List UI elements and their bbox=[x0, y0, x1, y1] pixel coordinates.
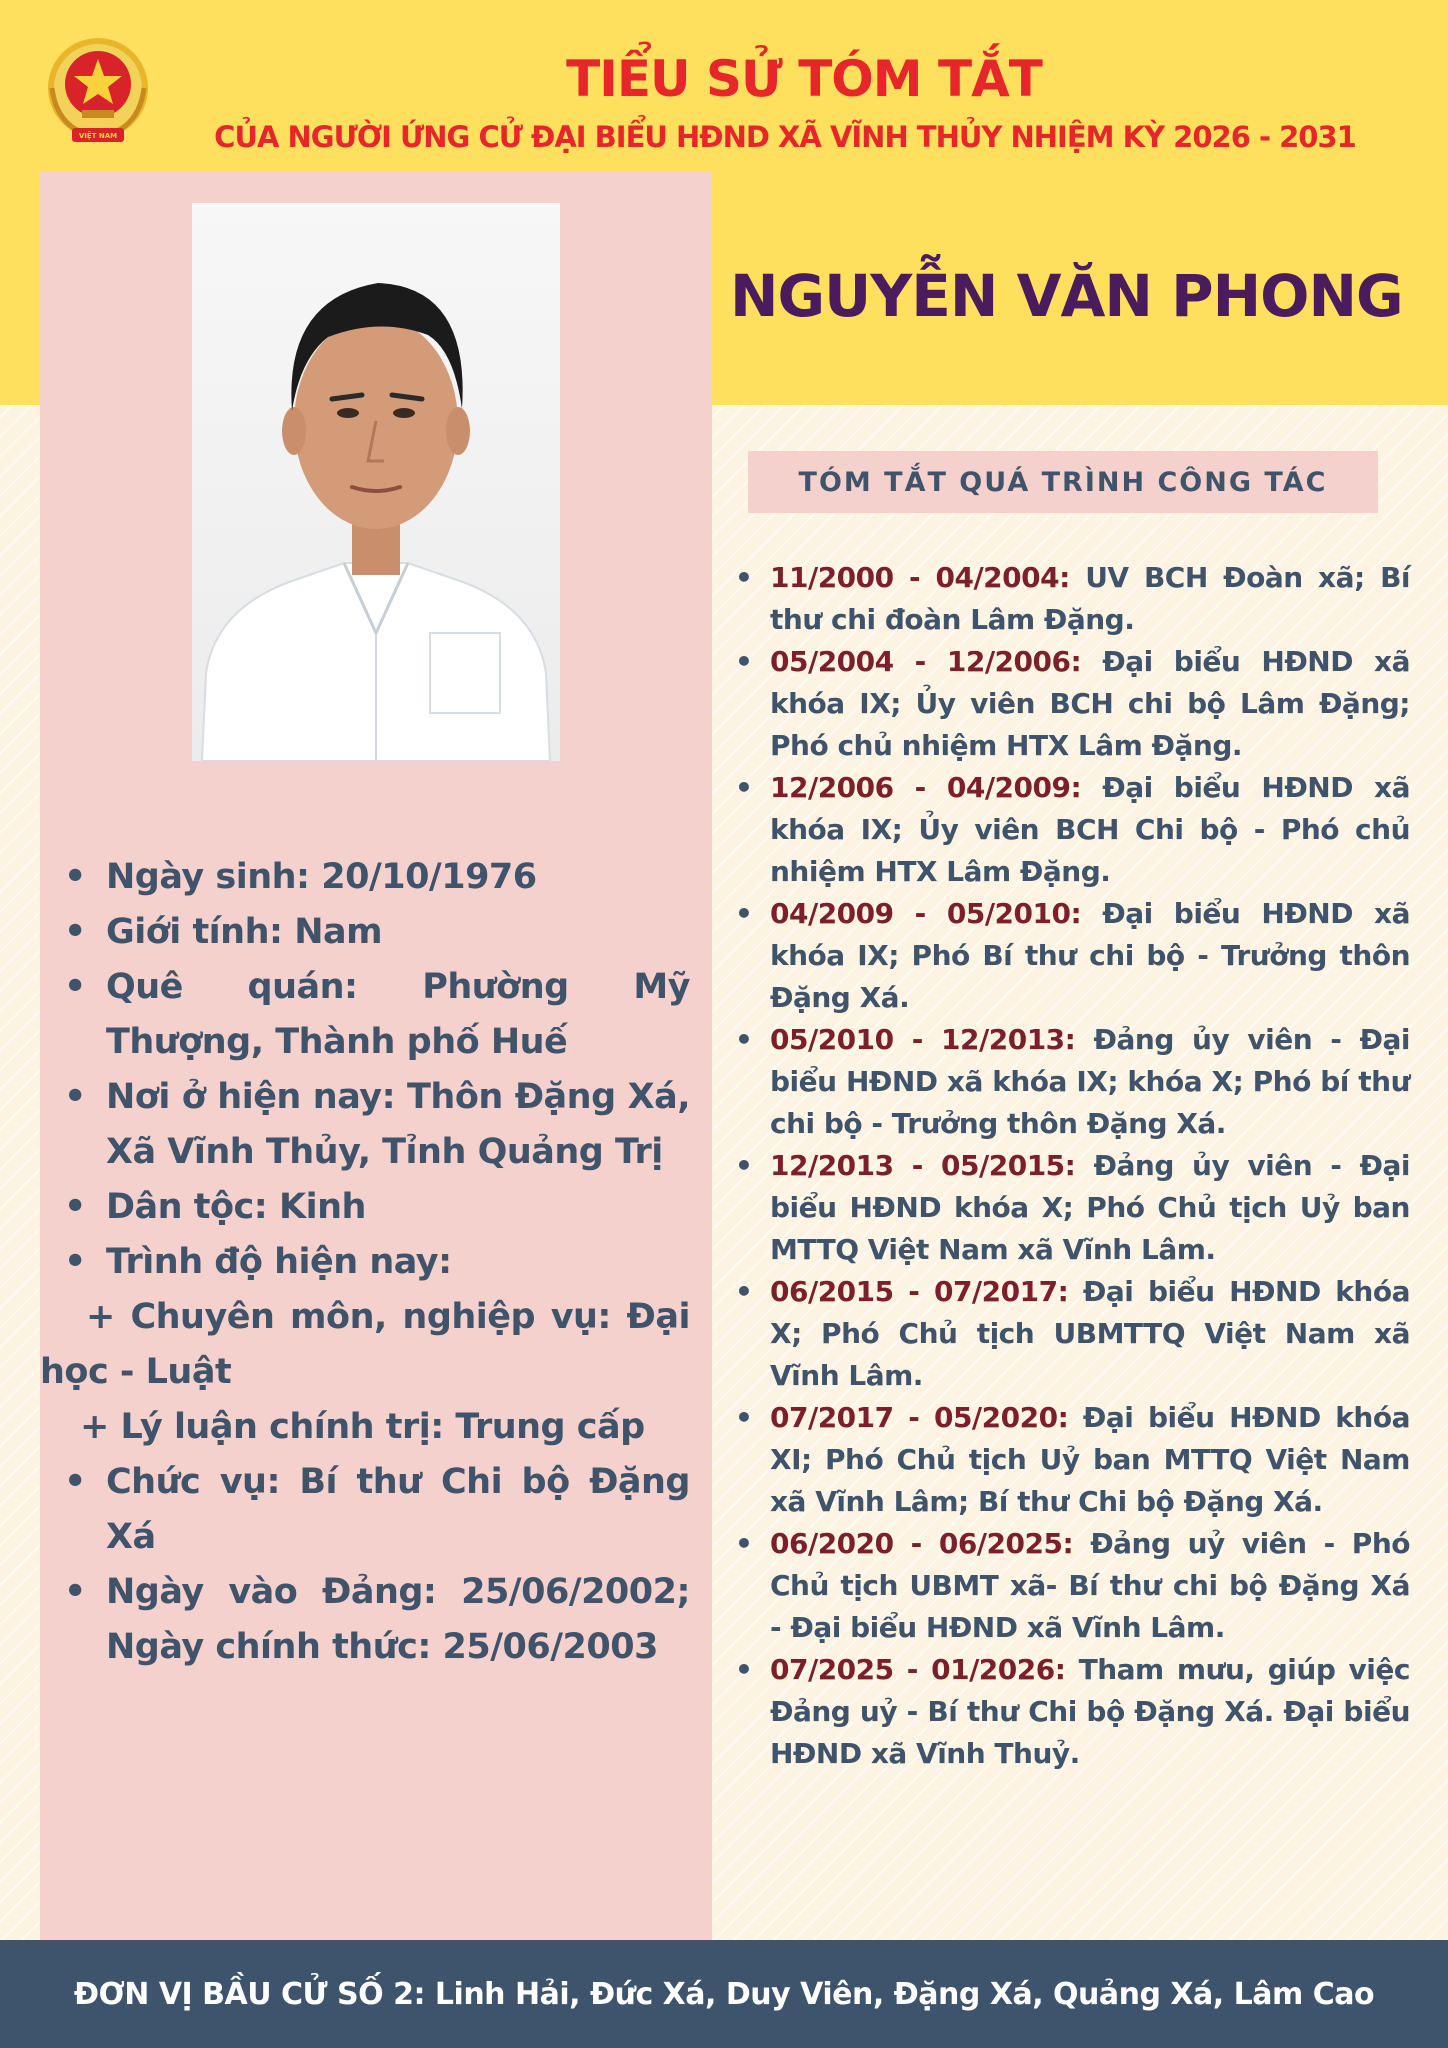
page-subtitle: CỦA NGƯỜI ỨNG CỬ ĐẠI BIỂU HĐND XÃ VĨNH THỦY NHIỆM KỲ 2026 - 2031 bbox=[214, 120, 1356, 154]
footer-band bbox=[0, 1940, 1448, 2048]
work-history-item bbox=[730, 557, 1410, 641]
work-description: Đại biểu HĐND xã khóa IX; Phó Bí thư chi bộ - Trưởng thôn Đặng Xá. bbox=[770, 897, 1410, 1014]
page-title: TIỂU SỬ TÓM TẮT bbox=[566, 50, 1042, 108]
work-description: Đại biểu HĐND xã khóa IX; Ủy viên BCH Chi bộ - Phó chủ nhiệm HTX Lâm Đặng. bbox=[770, 771, 1410, 888]
work-history-item bbox=[730, 641, 1410, 767]
work-history-item bbox=[730, 1145, 1410, 1271]
work-description: Đại biểu HĐND khóa XI; Phó Chủ tịch Uỷ ban MTTQ Việt Nam xã Vĩnh Lâm; Bí thư Chi bộ Đặng Xá. bbox=[770, 1401, 1410, 1518]
info-education-political: + Lý luận chính trị: Trung cấp bbox=[80, 1407, 645, 1447]
info-residence: • Nơi ở hiện nay: Thôn Đặng Xá, Xã Vĩnh Thủy, Tỉnh Quảng Trị bbox=[40, 1070, 690, 1180]
work-period: 12/2013 - 05/2015: bbox=[770, 1149, 1076, 1182]
work-history-item bbox=[730, 767, 1410, 893]
info-hometown: • Quê quán: Phường Mỹ Thượng, Thành phố Huế bbox=[40, 960, 690, 1070]
info-gender: • Giới tính: Nam bbox=[40, 905, 690, 960]
work-history-item bbox=[730, 893, 1410, 1019]
work-history-heading: TÓM TẮT QUÁ TRÌNH CÔNG TÁC bbox=[748, 451, 1378, 513]
work-history-item bbox=[730, 1271, 1410, 1397]
work-description: Tham mưu, giúp việc Đảng uỷ - Bí thư Chi bộ Đặng Xá. Đại biểu HĐND xã Vĩnh Thuỷ. bbox=[770, 1653, 1410, 1770]
vietnam-national-emblem-icon bbox=[38, 32, 158, 152]
work-history-item bbox=[730, 1649, 1410, 1775]
emblem-banner-text: VIỆT NAM bbox=[78, 132, 118, 140]
work-period: 04/2009 - 05/2010: bbox=[770, 897, 1082, 930]
work-history-item bbox=[730, 1019, 1410, 1145]
info-party: • Ngày vào Đảng: 25/06/2002; Ngày chính thức: 25/06/2003 bbox=[40, 1565, 690, 1675]
work-period: 05/2010 - 12/2013: bbox=[770, 1023, 1076, 1056]
work-period: 06/2015 - 07/2017: bbox=[770, 1275, 1069, 1308]
footer-constituency-text: ĐƠN VỊ BẦU CỬ SỐ 2: Linh Hải, Đức Xá, Duy Viên, Đặng Xá, Quảng Xá, Lâm Cao bbox=[73, 1976, 1375, 2012]
work-period: 12/2006 - 04/2009: bbox=[770, 771, 1082, 804]
info-education-label: • Trình độ hiện nay: bbox=[40, 1235, 690, 1290]
work-description: Đảng ủy viên - Đại biểu HĐND khóa X; Phó Chủ tịch Uỷ ban MTTQ Việt Nam xã Vĩnh Lâm. bbox=[770, 1149, 1411, 1266]
work-description: UV BCH Đoàn xã; Bí thư chi đoàn Lâm Đặng. bbox=[770, 561, 1411, 636]
personal-info-list bbox=[40, 850, 690, 1675]
candidate-portrait-photo bbox=[192, 203, 560, 761]
info-ethnicity: • Dân tộc: Kinh bbox=[40, 1180, 690, 1235]
work-period: 05/2004 - 12/2006: bbox=[770, 645, 1082, 678]
work-history-list bbox=[730, 557, 1410, 1775]
work-period: 11/2000 - 04/2004: bbox=[770, 561, 1070, 594]
work-description: Đại biểu HĐND xã khóa IX; Ủy viên BCH chi bộ Lâm Đặng; Phó chủ nhiệm HTX Lâm Đặng. bbox=[770, 645, 1410, 762]
info-position: • Chức vụ: Bí thư Chi bộ Đặng Xá bbox=[40, 1455, 690, 1565]
work-description: Đảng uỷ viên - Phó Chủ tịch UBMT xã- Bí thư chi bộ Đặng Xá - Đại biểu HĐND xã Vĩnh Lâm. bbox=[770, 1527, 1410, 1644]
work-history-item bbox=[730, 1397, 1410, 1523]
info-birth: • Ngày sinh: 20/10/1976 bbox=[40, 850, 690, 905]
info-education-professional: + Chuyên môn, nghiệp vụ: Đại học - Luật bbox=[40, 1297, 690, 1392]
work-period: 07/2025 - 01/2026: bbox=[770, 1653, 1066, 1686]
work-period: 06/2020 - 06/2025: bbox=[770, 1527, 1074, 1560]
work-description: Đảng ủy viên - Đại biểu HĐND xã khóa IX; khóa X; Phó bí thư chi bộ - Trưởng thôn Đặng Xá. bbox=[770, 1023, 1411, 1140]
work-history-item bbox=[730, 1523, 1410, 1649]
work-period: 07/2017 - 05/2020: bbox=[770, 1401, 1069, 1434]
work-description: Đại biểu HĐND khóa X; Phó Chủ tịch UBMTTQ Việt Nam xã Vĩnh Lâm. bbox=[770, 1275, 1410, 1392]
candidate-name: NGUYỄN VĂN PHONG bbox=[730, 262, 1403, 330]
